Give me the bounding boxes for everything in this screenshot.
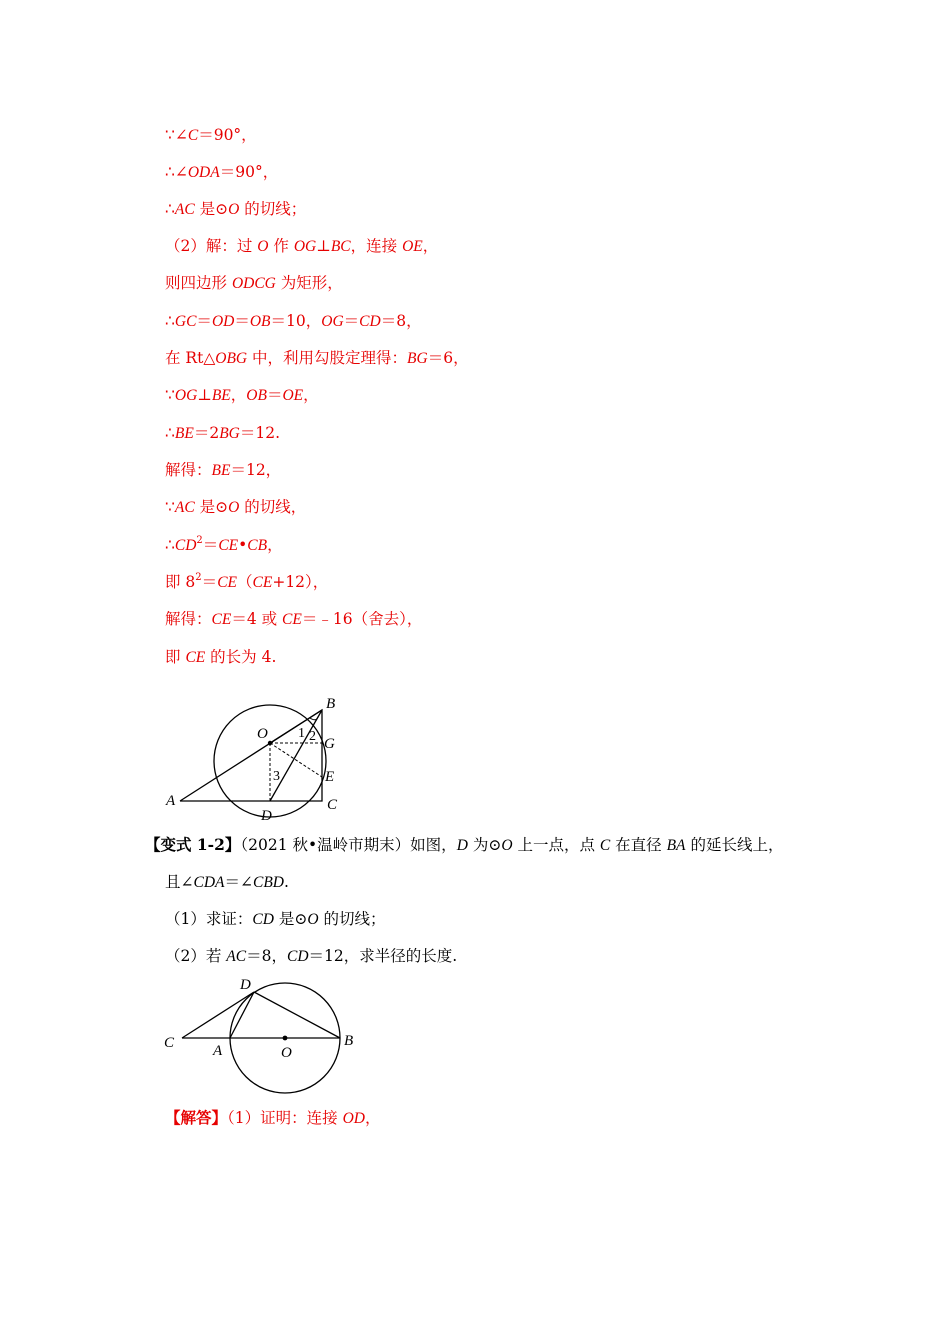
solution-line-4: （2）解：过 O 作 OG⊥BC，连接 OE， <box>165 237 439 255</box>
solution-line-14: 解得：CE＝4 或 CE＝﹣16（舍去）， <box>165 610 423 628</box>
solution-line-5: 则四边形 ODCG 为矩形， <box>165 274 343 292</box>
answer-tag: 【解答】 <box>165 1108 228 1127</box>
label-o: O <box>257 726 268 742</box>
segment-cd <box>182 992 254 1038</box>
problem-line-2: 且∠CDA＝∠CBD. <box>165 873 289 891</box>
label-g: G <box>324 736 335 752</box>
label-o: O <box>281 1045 292 1061</box>
label-b: B <box>344 1033 354 1049</box>
problem-question-1: （1）求证：CD 是⊙O 的切线； <box>165 910 386 928</box>
label-d: D <box>240 977 251 993</box>
segment-db <box>270 710 322 801</box>
solution-line-1: ∵∠C＝90°， <box>165 126 257 144</box>
solution-line-2: ∴∠ODA＝90°， <box>165 163 279 181</box>
solution-line-8: ∵OG⊥BE，OB＝OE， <box>165 386 319 404</box>
label-c: C <box>164 1035 175 1051</box>
solution-line-15: 即 CE 的长为 4. <box>165 648 277 666</box>
label-b: B <box>326 696 336 712</box>
center-point-o <box>268 741 272 745</box>
problem-line-1: 【变式 1-2】（2021 秋•温岭市期末）如图，D 为⊙O 上一点，点 C 在直径 BA 的延长线上， <box>145 835 784 854</box>
center-point-o <box>283 1036 288 1041</box>
problem-question-2: （2）若 AC＝8，CD＝12，求半径的长度. <box>165 947 458 965</box>
segment-db <box>254 992 340 1038</box>
solution-line-10: 解得：BE＝12， <box>165 461 282 479</box>
solution-line-11: ∵AC 是⊙O 的切线， <box>165 498 307 516</box>
solution-line-6: ∴GC＝OD＝OB＝10，OG＝CD＝8， <box>165 312 422 330</box>
label-a: A <box>166 793 176 809</box>
solution-line-13: 即 $8^2=CE(CE+12)$， <box>165 572 329 591</box>
solution-line-12: $\therefore CD^2=CE•CB$， <box>165 535 283 554</box>
label-angle-1: 1 <box>298 726 305 741</box>
answer-line-1: 【解答】（1）证明：连接 OD， <box>165 1108 381 1127</box>
label-angle-3: 3 <box>273 769 280 784</box>
problem-tag: 【变式 1-2】 <box>145 835 241 854</box>
solution-line-7: 在 Rt△OBG 中，利用勾股定理得：BG＝6， <box>165 349 469 367</box>
label-e: E <box>325 769 335 785</box>
label-c: C <box>327 797 338 813</box>
label-a: A <box>213 1043 223 1059</box>
solution-line-9: ∴BE＝2BG＝12. <box>165 424 281 442</box>
label-angle-2: 2 <box>309 729 316 744</box>
label-d: D <box>261 808 272 822</box>
solution-line-3: ∴AC 是⊙O 的切线； <box>165 200 307 218</box>
geometry-figure-1 <box>160 680 350 822</box>
geometry-figure-2 <box>160 970 365 1098</box>
